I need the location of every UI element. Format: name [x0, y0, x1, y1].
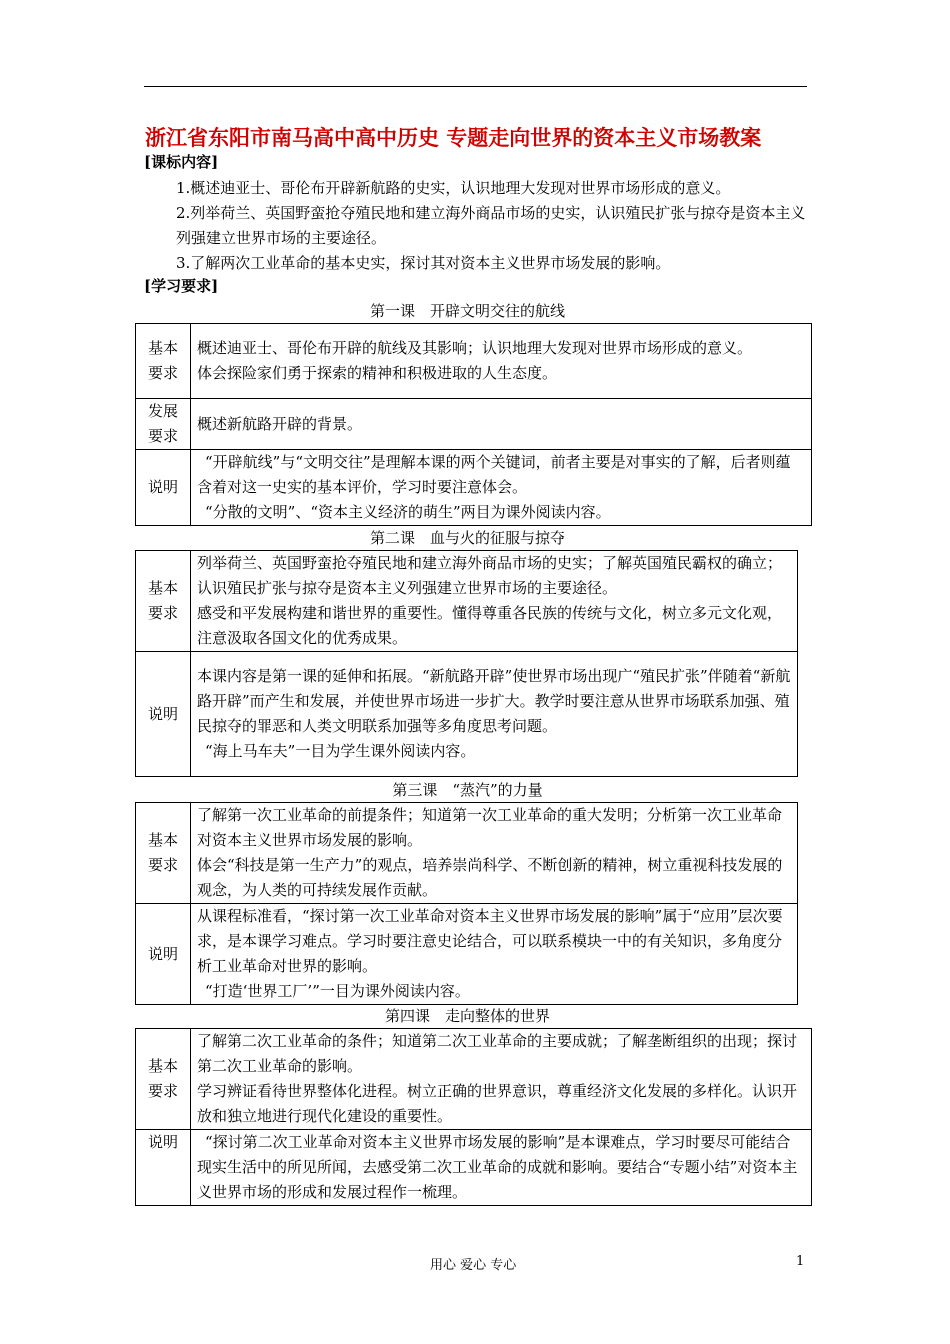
row-label: 基本要求 — [136, 1029, 191, 1130]
row-label: 发展要求 — [136, 399, 191, 450]
curriculum-item: 2.列举荷兰、英国野蛮抢夺殖民地和建立海外商品市场的史实，认识殖民扩张与掠夺是资本主义列强建立世界市场的主要途径。 — [176, 204, 806, 247]
header-rule — [144, 86, 807, 87]
curriculum-list — [144, 176, 814, 276]
table-row — [136, 551, 798, 652]
row-content: 从课程标准看，“探讨第一次工业革命对资本主义世界市场发展的影响”属于“应用”层次要求，是本课学习难点。学习时要注意史论结合，可以联系模块一中的有关知识，多角度分析工业革命对世界的影响。 “打造‘世界工厂’”一目为课外阅读内容。 — [191, 904, 798, 1005]
lesson-table — [135, 802, 798, 1005]
row-label: 基本要求 — [136, 803, 191, 904]
lesson-table — [135, 323, 812, 526]
document-title: 浙江省东阳市南马高中高中历史 专题走向世界的资本主义市场教案 — [145, 125, 762, 150]
row-label: 基本要求 — [136, 551, 191, 652]
table-row — [136, 324, 812, 399]
lesson-table — [135, 550, 798, 777]
table-row — [136, 904, 798, 1005]
study-heading: [学习要求] — [144, 277, 219, 295]
row-content: 了解第一次工业革命的前提条件；知道第一次工业革命的重大发明；分析第一次工业革命对资本主义世界市场发展的影响。 体会“科技是第一生产力”的观点，培养崇尚科学、不断创新的精神，树立重视科技发展的观念，为人类的可持续发展作贡献。 — [191, 803, 798, 904]
row-label: 说明 — [136, 652, 191, 777]
row-label: 基本要求 — [136, 324, 191, 399]
row-content: “开辟航线”与“文明交往”是理解本课的两个关键词，前者主要是对事实的了解，后者则蕴含着对这一史实的基本评价，学习时要注意体会。 “分散的文明”、“资本主义经济的萌生”两目为课外阅读内容。 — [191, 450, 812, 526]
row-content: 概述迪亚士、哥伦布开辟的航线及其影响；认识地理大发现对世界市场形成的意义。 体会探险家们勇于探索的精神和积极进取的人生态度。 — [191, 324, 812, 399]
row-label: 说明 — [136, 450, 191, 526]
curriculum-item: 3.了解两次工业革命的基本史实，探讨其对资本主义世界市场发展的影响。 — [176, 254, 671, 272]
page-number: 1 — [796, 1254, 805, 1269]
table-row — [136, 399, 812, 450]
lesson-title: 第四课 走向整体的世界 — [384, 1007, 550, 1025]
table-row — [136, 652, 798, 777]
footer-slogan: 用心 爱心 专心 — [430, 1258, 517, 1273]
row-content: 概述新航路开辟的背景。 — [191, 399, 812, 450]
lesson-title: 第二课 血与火的征服与掠夺 — [369, 529, 565, 547]
row-content: 了解第二次工业革命的条件；知道第二次工业革命的主要成就；了解垄断组织的出现；探讨第二次工业革命的影响。 学习辨证看待世界整体化进程。树立正确的世界意识，尊重经济文化发展的多样化。认识开放和独立地进行现代化建设的重要性。 — [191, 1029, 812, 1130]
table-row — [136, 803, 798, 904]
curriculum-heading: [课标内容] — [144, 153, 219, 171]
lesson-title: 第一课 开辟文明交往的航线 — [369, 302, 565, 320]
row-content: “探讨第二次工业革命对资本主义世界市场发展的影响”是本课难点，学习时要尽可能结合现实生活中的所见所闻，去感受第二次工业革命的成就和影响。要结合“专题小结”对资本主义世界市场的形成和发展过程作一梳理。 — [191, 1130, 812, 1206]
table-row — [136, 450, 812, 526]
lesson-table — [135, 1028, 812, 1206]
row-label: 说明 — [136, 904, 191, 1005]
row-label: 说明 — [136, 1130, 191, 1206]
table-row — [136, 1130, 812, 1206]
table-row — [136, 1029, 812, 1130]
row-content: 列举荷兰、英国野蛮抢夺殖民地和建立海外商品市场的史实；了解英国殖民霸权的确立；认识殖民扩张与掠夺是资本主义列强建立世界市场的主要途径。 感受和平发展构建和谐世界的重要性。懂得尊重各民族的传统与文化，树立多元文化观，注意汲取各国文化的优秀成果。 — [191, 551, 798, 652]
lesson-title: 第三课 “蒸汽”的力量 — [392, 781, 543, 799]
row-content: 本课内容是第一课的延伸和拓展。“新航路开辟”使世界市场出现广“殖民扩张”伴随着“新航路开辟”而产生和发展，并使世界市场进一步扩大。教学时要注意从世界市场联系加强、殖民掠夺的罪恶和人类文明联系加强等多角度思考问题。 “海上马车夫”一目为学生课外阅读内容。 — [191, 652, 798, 777]
curriculum-item: 1.概述迪亚士、哥伦布开辟新航路的史实，认识地理大发现对世界市场形成的意义。 — [176, 179, 731, 197]
